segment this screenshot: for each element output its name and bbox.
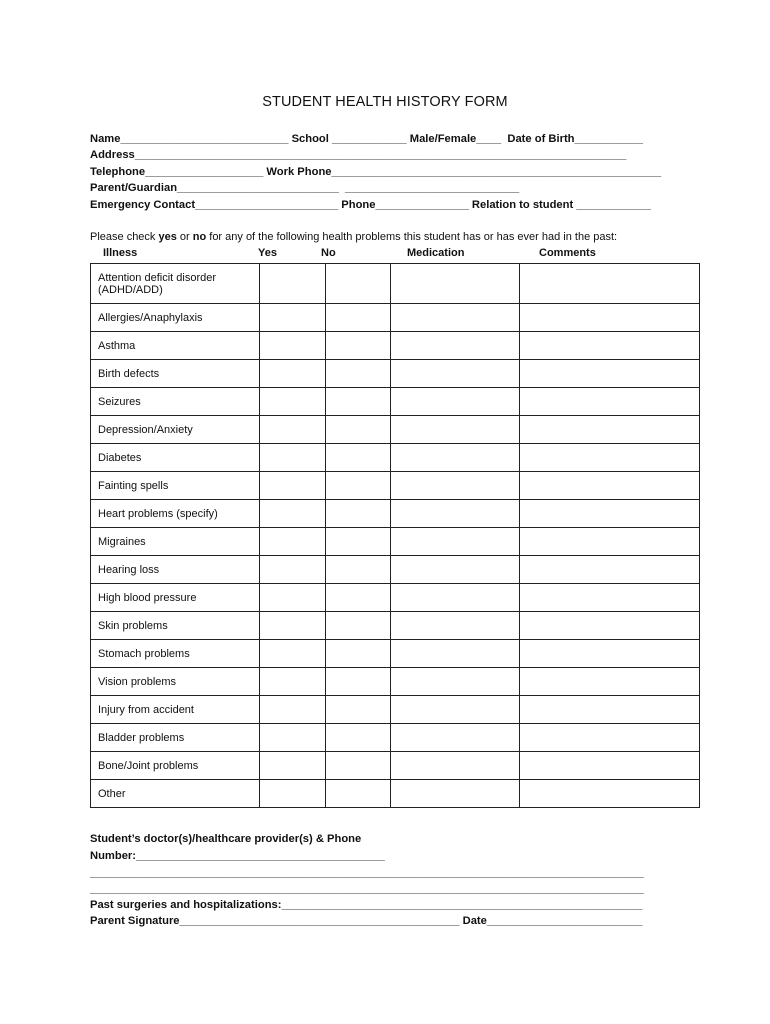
- yes-checkbox-cell[interactable]: [260, 332, 326, 360]
- medication-cell[interactable]: [391, 584, 520, 612]
- column-header-comments: Comments: [539, 247, 596, 259]
- comments-cell[interactable]: [520, 528, 700, 556]
- illness-cell: Migraines: [91, 528, 260, 556]
- doctor-label: Student’s doctor(s)/healthcare provider(s) & Phone: [90, 833, 362, 845]
- comments-cell[interactable]: [520, 388, 700, 416]
- no-checkbox-cell[interactable]: [326, 444, 391, 472]
- medication-cell[interactable]: [391, 696, 520, 724]
- table-row: [91, 264, 700, 304]
- yes-checkbox-cell[interactable]: [260, 444, 326, 472]
- table-row: [91, 752, 700, 780]
- comments-cell[interactable]: [520, 780, 700, 808]
- table-row: [91, 556, 700, 584]
- comments-cell[interactable]: [520, 584, 700, 612]
- no-checkbox-cell[interactable]: [326, 472, 391, 500]
- comments-cell[interactable]: [520, 500, 700, 528]
- yes-checkbox-cell[interactable]: [260, 264, 326, 304]
- table-row: [91, 612, 700, 640]
- illness-cell: Attention deficit disorder (ADHD/ADD): [91, 264, 260, 304]
- yes-checkbox-cell[interactable]: [260, 668, 326, 696]
- comments-cell[interactable]: [520, 416, 700, 444]
- instructions: Please check yes or no for any of the following health problems this student has or has ever had in the past:: [90, 231, 618, 243]
- illness-cell: Heart problems (specify): [91, 500, 260, 528]
- no-checkbox-cell[interactable]: [326, 584, 391, 612]
- comments-cell[interactable]: [520, 612, 700, 640]
- yes-checkbox-cell[interactable]: [260, 416, 326, 444]
- yes-checkbox-cell[interactable]: [260, 752, 326, 780]
- medication-cell[interactable]: [391, 388, 520, 416]
- yes-checkbox-cell[interactable]: [260, 724, 326, 752]
- yes-checkbox-cell[interactable]: [260, 472, 326, 500]
- table-row: [91, 640, 700, 668]
- column-header-medication: Medication: [407, 247, 465, 259]
- form-title: STUDENT HEALTH HISTORY FORM: [262, 94, 508, 110]
- medication-cell[interactable]: [391, 780, 520, 808]
- comments-cell[interactable]: [520, 752, 700, 780]
- table-row: [91, 780, 700, 808]
- medication-cell[interactable]: [391, 612, 520, 640]
- no-checkbox-cell[interactable]: [326, 640, 391, 668]
- parent-guardian-line[interactable]: Parent/Guardian__________________________ ____________________________: [90, 182, 520, 194]
- medication-cell[interactable]: [391, 264, 520, 304]
- yes-checkbox-cell[interactable]: [260, 612, 326, 640]
- comments-cell[interactable]: [520, 724, 700, 752]
- no-checkbox-cell[interactable]: [326, 780, 391, 808]
- illness-cell: High blood pressure: [91, 584, 260, 612]
- comments-cell[interactable]: [520, 640, 700, 668]
- comments-cell[interactable]: [520, 696, 700, 724]
- yes-checkbox-cell[interactable]: [260, 780, 326, 808]
- yes-checkbox-cell[interactable]: [260, 640, 326, 668]
- parent-signature-date-line[interactable]: Parent Signature_____________________________________________ Date_________________________: [90, 915, 643, 927]
- table-row: [91, 500, 700, 528]
- illness-cell: Vision problems: [91, 668, 260, 696]
- no-checkbox-cell[interactable]: [326, 612, 391, 640]
- medication-cell[interactable]: [391, 556, 520, 584]
- no-checkbox-cell[interactable]: [326, 304, 391, 332]
- medication-cell[interactable]: [391, 472, 520, 500]
- illness-cell: Bone/Joint problems: [91, 752, 260, 780]
- table-row: [91, 668, 700, 696]
- medication-cell[interactable]: [391, 332, 520, 360]
- table-row: [91, 472, 700, 500]
- comments-cell[interactable]: [520, 668, 700, 696]
- illness-cell: Fainting spells: [91, 472, 260, 500]
- medication-cell[interactable]: [391, 416, 520, 444]
- medication-cell[interactable]: [391, 360, 520, 388]
- column-header-yes: Yes: [258, 247, 277, 259]
- medication-cell[interactable]: [391, 528, 520, 556]
- no-checkbox-cell[interactable]: [326, 388, 391, 416]
- medication-cell[interactable]: [391, 640, 520, 668]
- illness-cell: Stomach problems: [91, 640, 260, 668]
- illness-cell: Hearing loss: [91, 556, 260, 584]
- yes-checkbox-cell[interactable]: [260, 304, 326, 332]
- illness-cell: Depression/Anxiety: [91, 416, 260, 444]
- table-row: [91, 724, 700, 752]
- yes-checkbox-cell[interactable]: [260, 584, 326, 612]
- comments-cell[interactable]: [520, 444, 700, 472]
- no-checkbox-cell[interactable]: [326, 556, 391, 584]
- table-row: [91, 584, 700, 612]
- telephone-work-phone-line[interactable]: Telephone___________________ Work Phone_____________________________________________________: [90, 166, 662, 178]
- yes-checkbox-cell[interactable]: [260, 696, 326, 724]
- illness-cell: Bladder problems: [91, 724, 260, 752]
- medication-cell[interactable]: [391, 752, 520, 780]
- table-row: [91, 360, 700, 388]
- comments-cell[interactable]: [520, 472, 700, 500]
- comments-cell[interactable]: [520, 360, 700, 388]
- no-checkbox-cell[interactable]: [326, 696, 391, 724]
- yes-checkbox-cell[interactable]: [260, 360, 326, 388]
- no-checkbox-cell[interactable]: [326, 264, 391, 304]
- column-header-no: No: [321, 247, 336, 259]
- no-checkbox-cell[interactable]: [326, 668, 391, 696]
- medication-cell[interactable]: [391, 500, 520, 528]
- illness-cell: Seizures: [91, 388, 260, 416]
- medication-cell[interactable]: [391, 304, 520, 332]
- comments-cell[interactable]: [520, 264, 700, 304]
- table-row: [91, 528, 700, 556]
- doctor-number-line[interactable]: Number:________________________________________: [90, 850, 385, 862]
- yes-checkbox-cell[interactable]: [260, 388, 326, 416]
- illness-cell: Asthma: [91, 332, 260, 360]
- address-line[interactable]: Address_______________________________________________________________________________: [90, 149, 627, 161]
- medication-cell[interactable]: [391, 668, 520, 696]
- medication-cell[interactable]: [391, 724, 520, 752]
- illness-cell: Skin problems: [91, 612, 260, 640]
- yes-checkbox-cell[interactable]: [260, 500, 326, 528]
- no-checkbox-cell[interactable]: [326, 724, 391, 752]
- illness-cell: Injury from accident: [91, 696, 260, 724]
- medication-cell[interactable]: [391, 444, 520, 472]
- illness-cell: Other: [91, 780, 260, 808]
- table-row: [91, 416, 700, 444]
- illness-cell: Birth defects: [91, 360, 260, 388]
- no-checkbox-cell[interactable]: [326, 500, 391, 528]
- no-checkbox-cell[interactable]: [326, 752, 391, 780]
- table-row: [91, 304, 700, 332]
- comments-cell[interactable]: [520, 304, 700, 332]
- blank-line-2[interactable]: _________________________________________________________________________________________: [90, 883, 644, 895]
- no-checkbox-cell[interactable]: [326, 416, 391, 444]
- no-checkbox-cell[interactable]: [326, 360, 391, 388]
- illness-cell: Allergies/Anaphylaxis: [91, 304, 260, 332]
- illness-cell: Diabetes: [91, 444, 260, 472]
- past-surgeries-line[interactable]: Past surgeries and hospitalizations:__________________________________________________________: [90, 899, 643, 911]
- name-school-gender-dob-line[interactable]: Name___________________________ School ____________ Male/Female____ Date of Birth___________: [90, 133, 643, 145]
- table-row: [91, 444, 700, 472]
- table-row: [91, 388, 700, 416]
- no-checkbox-cell[interactable]: [326, 332, 391, 360]
- comments-cell[interactable]: [520, 556, 700, 584]
- comments-cell[interactable]: [520, 332, 700, 360]
- yes-checkbox-cell[interactable]: [260, 556, 326, 584]
- column-header-illness: Illness: [103, 247, 138, 259]
- table-row: [91, 332, 700, 360]
- table-row: [91, 696, 700, 724]
- yes-checkbox-cell[interactable]: [260, 528, 326, 556]
- no-checkbox-cell[interactable]: [326, 528, 391, 556]
- blank-line-1[interactable]: _________________________________________________________________________________________: [90, 867, 644, 879]
- emergency-contact-line[interactable]: Emergency Contact_______________________ Phone_______________ Relation to student ____________: [90, 199, 651, 211]
- illness-table: [90, 263, 700, 808]
